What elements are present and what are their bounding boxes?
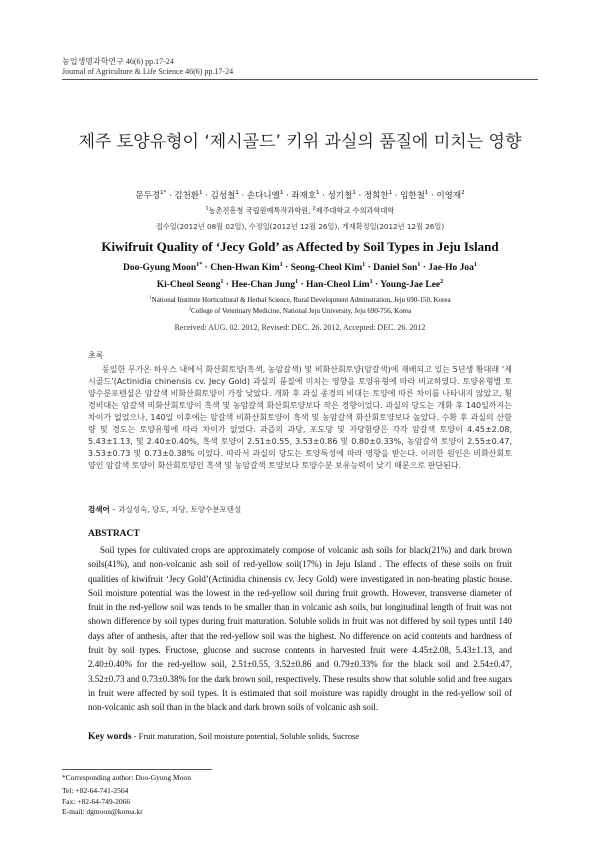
author-en-name: Jae-Ho Joa (428, 263, 474, 273)
affiliation-en-2: $^2$College of Veterinary Medicine, National Jeju University, Jeju 690-756, Korea (188, 305, 412, 315)
author-en-affiliation-mark: 2 (440, 278, 444, 285)
author-ko-name: 손다니엘 (246, 191, 280, 201)
keywords-ko: 검색어 – 과실성숙, 당도, 자당, 토양수분포텐셜 (88, 505, 242, 514)
author-en-affiliation-mark: 1* (196, 261, 203, 268)
author-en-name: Daniel Son (373, 263, 418, 273)
author-separator: · (238, 191, 247, 201)
author-en-name: Doo-Gyung Moon (123, 263, 197, 273)
abstract-en: Soil types for cultivated crops are approximately compose of volcanic ash soils for black(21%) and dark brown soils(41%), and non-volcanic ash soil of red-yellow soil(17%) in Jeju Island . The effects of these soils on fruit qualities of kiwifruit ‘Jecy Gold’(Actinidia chinensis cv. Jecy Gold) were investigated in non-heating plastic house. Soil moisture potential was the lowest in the red-yellow soil during fruit growth. However, transverse diameter of fruit in the red-yellow soil was tends to be smaller than in volcanic ash soils, but longitudinal length of fruit was not shown difference by soil types during fruit maturation. Soluble solids in fruit was not differed by soil types until 140 days after of anthesis, after that the red-yellow soil was the highest. No difference on acid contents and hardness of fruit by soil types. Fructose, glucose and sucrose contents in harvested fruit were 4.45±2.08, 5.43±1.13, and 2.40±0.40% for the red-yellow soil, 2.51±0.55, 3.52±0.86 and 0.79±0.33% for the black soil and 2.54±0.47, 3.52±0.73 and 0.73±0.38% for the dark brown soil, respectively. These results show that soluble solid and free sugars in fruit were affected by soil types. It is estimated that soil moisture was rapidly drought in the red-yellow soil of non-volcanic ash soil than in the black and dark brown soils of volcanic ash soil. (88, 545, 512, 713)
authors-en-line1 (50, 262, 550, 274)
journal-line-en: Journal of Agriculture & Life Science 46(6) pp.17-24 (62, 67, 234, 76)
keywords-en: Key words - Fruit maturation, Soil moisture potential, Soluble solids, Sucrose (88, 731, 360, 742)
journal-line-ko: 농업생명과학연구 46(6) pp.17-24 (62, 57, 174, 66)
author-ko-name: 김천환 (174, 191, 200, 201)
author-ko-affiliation-mark: 1 (235, 190, 239, 197)
authors-en-line2 (50, 279, 550, 291)
affiliation-en-1: $^1$National Institute Horticultural & Herbal Science, Rural Development Adminstration, Jeju 690-150, Korea (149, 294, 451, 304)
dates-ko: 접수일(2012년 08월 02일), 수정일(2012년 12월 26일), 게재확정일(2012년 12월 26일) (155, 222, 445, 231)
author-ko-affiliation-mark: 1 (316, 190, 320, 197)
author-en-name: Chen-Hwan Kim (210, 263, 280, 273)
abstract-ko-heading: 초록 (88, 351, 104, 360)
author-separator: · (223, 280, 232, 290)
author-en-name: Seong-Cheol Kim (290, 263, 363, 273)
author-separator: · (319, 191, 328, 201)
author-en-affiliation-mark: 1 (220, 278, 224, 285)
author-en-name: Hee-Chan Jung (231, 280, 295, 290)
author-separator: · (202, 263, 211, 273)
author-separator: · (202, 191, 211, 201)
footnote-email: E-mail: dgmoon@korea.kr (62, 807, 143, 816)
author-en-affiliation-mark: 1 (362, 261, 366, 268)
author-separator: · (372, 280, 381, 290)
author-ko-affiliation-mark: 1 (279, 190, 284, 197)
author-ko-name: 문두경 (135, 191, 160, 201)
author-en-affiliation-mark: 1 (279, 261, 283, 268)
title-ko: 제주 토양유형이 ‘제시골드’ 키위 과실의 품질에 미치는 영향 (78, 132, 522, 152)
abstract-ko: 동일한 무가온 하우스 내에서 화산회토양(흑색, 농암갈색) 및 비화산회토양(암갈색)에 재배되고 있는 5년생 황대래 ‘제시골드’(Actinidia chinensis cv. Jecy Gold) 과실의 품질에 미치는 영향을 토양유형에 따라 비교하였다. 토양유형별 토양수분포텐셜은 암갈색 비화산회토양이 가장 낮았다. 개화 후 과실 종경의 비대는 토양에 따른 차이를 나타내지 않았고, 횡경비대는 암갈색 비화산회토양이 흑색 및 농암갈색 화산회토양보다 작은 경향이었다. 과실의 당도는 개화 후 140일까지는 차이가 없었으나, 140일 이후에는 암갈색 비화산회토양이 흑색 및 농암갈색 화산회토양보다 높았다. 수확 후 과실의 산함량 및 경도는 토양유형에 따라 차이가 없었다. 과즙의 과당, 포도당 및 자당함량은 각각 암갈색 토양이 4.45±2.08, 5.43±1.13, 및 2.40±0.40%, 흑색 토양이 2.51±0.55, 3.53±0.86 및 0.80±0.33%, 농암갈색 토양이 2.55±0.47, 3.53±0.73 및 0.73±0.38% 이었다. 따라서 과실의 당도는 토양특성에 따라 영향을 받는다. 이러한 원인은 비화산회토양인 암갈색 토양이 화산회토양인 흑색 및 농암갈색 토양보다 토양수분 보유능력이 낮기 때문으로 판단된다. (88, 365, 512, 470)
author-en-affiliation-mark: 1 (294, 278, 299, 285)
affiliation-ko: $^1$농촌진흥청 국립원예특작과학원, $^2$제주대학교 수의과학대학 (205, 206, 395, 215)
author-ko-name: 정희찬 (363, 191, 389, 201)
author-separator: · (283, 191, 292, 201)
author-separator: · (298, 280, 306, 290)
title-en: Kiwifruit Quality of ‘Jecy Gold’ as Affected by Soil Types in Jeju Island (101, 239, 499, 254)
author-en-name: Ki-Cheol Seong (156, 280, 221, 290)
footnote-fax: Fax: +82-64-749-2066 (62, 797, 131, 806)
author-ko-name: 좌재호 (291, 191, 317, 201)
author-separator: · (355, 191, 364, 201)
authors-ko (50, 191, 550, 202)
author-ko-name: 성기철 (327, 191, 353, 201)
author-ko-name: 김성철 (210, 191, 236, 201)
author-ko-affiliation-mark: 2 (461, 190, 465, 197)
author-separator: · (392, 191, 401, 201)
footnote-tel: Tel: +82-64-741-2564 (62, 786, 129, 795)
author-ko-affiliation-mark: 1 (388, 190, 393, 197)
footnote-divider (62, 769, 212, 770)
author-separator: · (365, 263, 374, 273)
author-en-affiliation-mark: 1 (417, 261, 421, 268)
author-ko-name: 임한철 (400, 191, 425, 201)
header-divider (62, 79, 538, 80)
author-ko-affiliation-mark: 1 (199, 190, 203, 197)
author-ko-name: 이영재 (436, 191, 462, 201)
author-separator: · (166, 191, 175, 201)
footnote-corresponding: *Corresponding author: Doo-Gyung Moon (62, 773, 191, 782)
author-en-affiliation-mark: 1 (473, 261, 477, 268)
author-en-affiliation-mark: 1 (369, 278, 373, 285)
author-en-name: Han-Cheol Lim (305, 280, 370, 290)
author-separator: · (282, 263, 291, 273)
author-en-name: Young-Jae Lee (380, 280, 441, 290)
author-separator: · (428, 191, 437, 201)
author-ko-affiliation-mark: 1* (160, 190, 167, 197)
author-ko-affiliation-mark: 1 (352, 190, 356, 197)
author-separator: · (420, 263, 429, 273)
abstract-en-heading: ABSTRACT (88, 529, 140, 539)
dates-en: Received: AUG. 02. 2012, Revised: DEC. 26. 2012, Accepted: DEC. 26. 2012 (174, 323, 426, 332)
author-ko-affiliation-mark: 1 (424, 190, 429, 197)
